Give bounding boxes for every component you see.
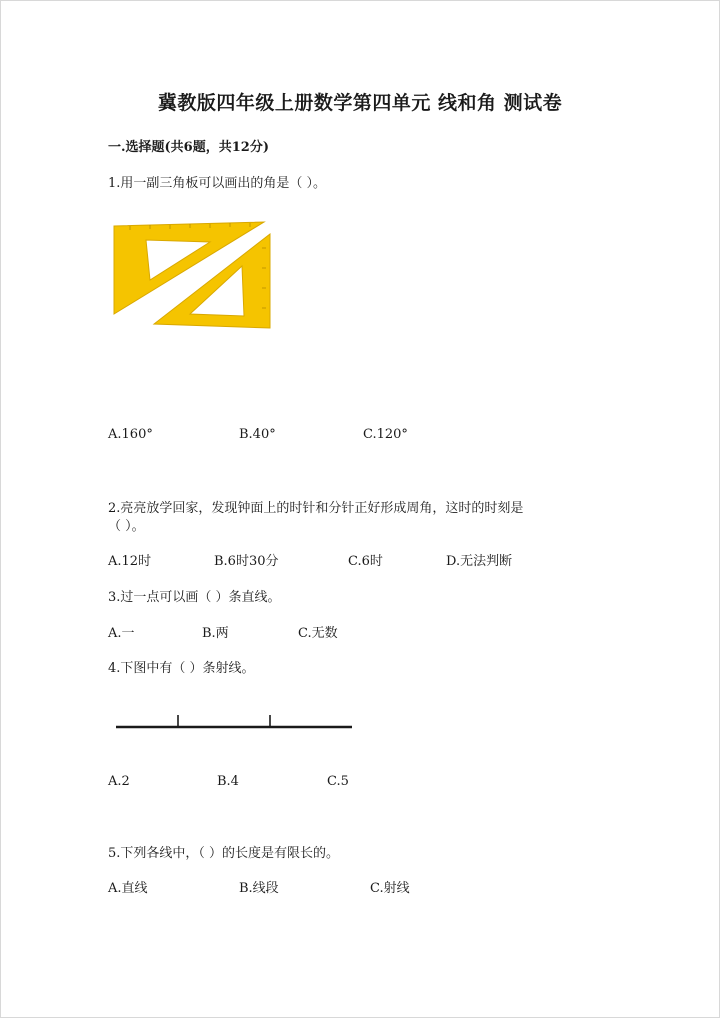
- question-4-option-a: A.2: [108, 774, 130, 789]
- question-2-option-a: A.12时: [108, 554, 152, 569]
- question-5-option-b: B.线段: [239, 881, 279, 896]
- question-2-option-c: C.6时: [348, 554, 383, 569]
- question-1-text: 1.用一副三角板可以画出的角是（ ）。: [108, 176, 327, 191]
- question-4-option-c: C.5: [327, 774, 349, 789]
- question-2-text-line2: （ ）。: [108, 519, 145, 534]
- question-2-text-line1: 2.亮亮放学回家，发现钟面上的时针和分针正好形成周角，这时的时刻是: [108, 501, 524, 516]
- question-4-text: 4.下图中有（ ）条射线。: [108, 661, 255, 676]
- question-5-option-a: A.直线: [108, 881, 148, 896]
- question-2-option-b: B.6时30分: [214, 554, 279, 569]
- line-with-two-points-figure: [112, 710, 356, 734]
- question-4-option-b: B.4: [217, 774, 239, 789]
- section-heading: 一.选择题(共6题，共12分): [108, 140, 269, 155]
- question-1-option-b: B.40°: [239, 427, 276, 442]
- question-1-option-c: C.120°: [363, 427, 408, 442]
- page-title: 冀教版四年级上册数学第四单元 线和角 测试卷: [157, 92, 563, 114]
- question-5-option-c: C.射线: [370, 881, 410, 896]
- set-squares-image: [110, 218, 274, 330]
- question-3-option-b: B.两: [202, 626, 229, 641]
- question-3-option-c: C.无数: [298, 626, 338, 641]
- question-3-option-a: A.一: [108, 626, 135, 641]
- question-1-option-a: A.160°: [108, 427, 153, 442]
- question-3-text: 3.过一点可以画（ ）条直线。: [108, 590, 281, 605]
- question-2-option-d: D.无法判断: [446, 554, 513, 569]
- question-5-text: 5.下列各线中，（ ）的长度是有限长的。: [108, 846, 340, 861]
